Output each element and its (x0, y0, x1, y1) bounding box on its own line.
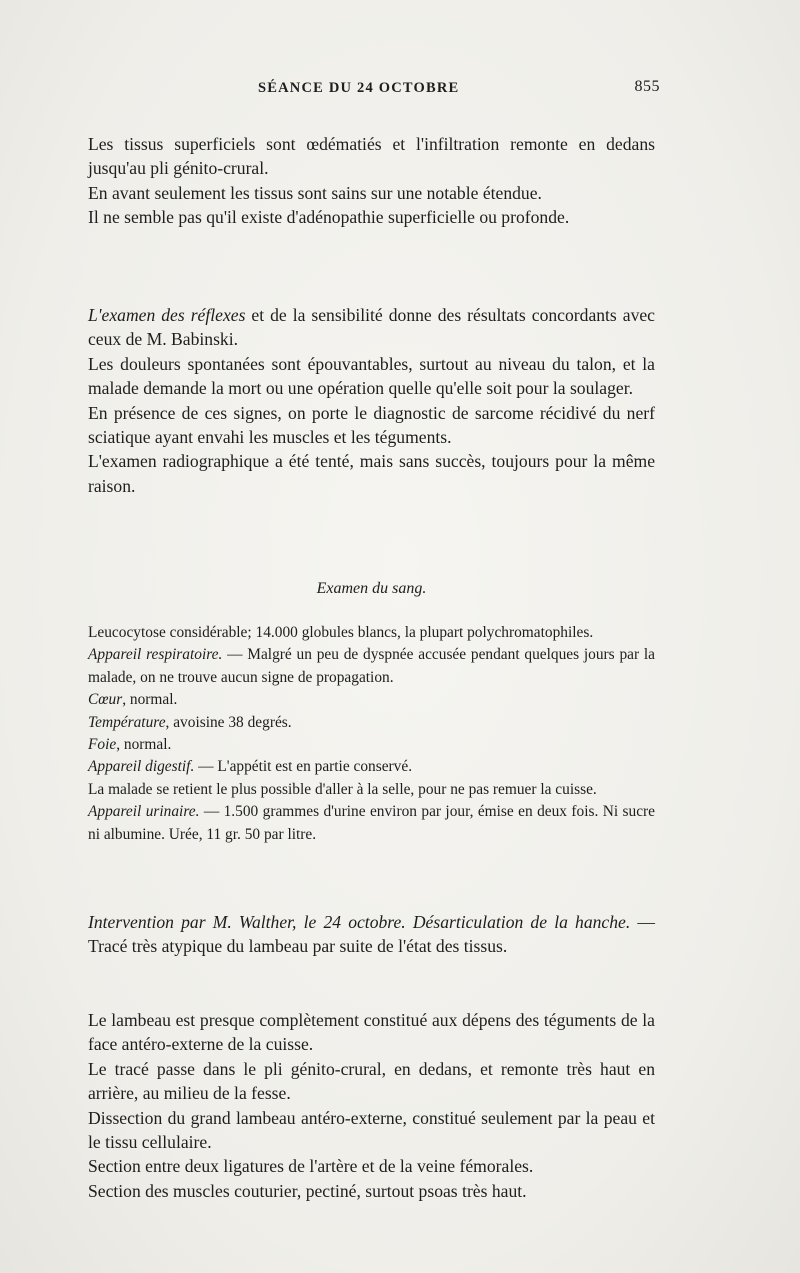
item-text: — 1.500 grammes d'urine environ par jour, émise en deux fois. Ni sucre ni albumine. Urée, 11 gr. 50 par litre. (88, 803, 655, 843)
item-label: Appareil urinaire. (88, 803, 200, 821)
item-text: — Malgré un peu de dyspnée accusée pendant quelques jours par la malade, on ne trouve aucun signe de propagation. (88, 646, 656, 686)
paragraph-text: — Tracé très atypique du lambeau par suite de l'état des tissus. (88, 912, 655, 957)
paragraph: Le tracé passe dans le pli génito-crural, en dedans, et remonte très haut en arrière, au milieu de la fesse. (88, 1058, 655, 1104)
paragraph (88, 756, 655, 778)
paragraph: Dissection du grand lambeau antéro-externe, constitué seulement par la peau et le tissu cellulaire. (88, 1107, 655, 1153)
italic-phrase: L'examen des réflexes (88, 305, 246, 325)
paragraph (88, 689, 655, 711)
paragraph (88, 801, 655, 846)
section-intervention (88, 910, 655, 959)
paragraph-text: et de la sensibilité donne des résultats concordants avec ceux de M. Babinski. (88, 305, 655, 350)
page-header (80, 76, 660, 102)
paragraph (88, 303, 655, 352)
item-text: , avoisine 38 degrés. (165, 713, 292, 731)
paragraph: Section entre deux ligatures de l'artère et de la veine fémorales. (88, 1156, 534, 1177)
item-label: Température (88, 713, 166, 731)
section-blood-exam (88, 622, 655, 846)
paragraph (88, 712, 655, 734)
paragraph: En présence de ces signes, on porte le diagnostic de sarcome récidivé du nerf sciatique ayant envahi les muscles et les téguments. (88, 402, 655, 448)
paragraph: Les tissus superficiels sont œdématiés et l'infiltration remonte en dedans jusqu'au pli génito-crural. (88, 134, 655, 179)
item-text: , normal. (122, 691, 178, 709)
paragraph (88, 644, 655, 689)
item-label: Appareil digestif. (88, 758, 195, 776)
paragraph: Les douleurs spontanées sont épouvantables, surtout au niveau du talon, et la malade demande la mort ou une opération quelle qu'elle soit pour la soulager. (88, 353, 655, 399)
paragraph: En avant seulement les tissus sont sains sur une notable étendue. (88, 182, 542, 203)
paragraph: Section des muscles couturier, pectiné, surtout psoas très haut. (88, 1180, 527, 1201)
page-number: 855 (634, 78, 660, 95)
paragraph: La malade se retient le plus possible d'aller à la selle, pour ne pas remuer la cuisse. (88, 780, 597, 798)
paragraph (88, 910, 655, 959)
section-heading: Examen du sang. (316, 580, 427, 597)
paragraph: Le lambeau est presque complètement constitué aux dépens des téguments de la face antéro-externe de la cuisse. (88, 1010, 655, 1055)
italic-phrase: Intervention par M. Walther, le 24 octobre. Désarticulation de la hanche. (88, 912, 631, 932)
running-title: SÉANCE DU 24 OCTOBRE (258, 80, 460, 96)
paragraph: Leucocytose considérable; 14.000 globules blancs, la plupart polychromatophiles. (88, 624, 594, 641)
item-label: Cœur (88, 691, 123, 709)
item-label: Appareil respiratoire. (88, 646, 223, 664)
paragraph: L'examen radiographique a été tenté, mais sans succès, toujours pour la même raison. (88, 451, 655, 496)
item-text: , normal. (116, 736, 172, 754)
section-tissues (88, 132, 655, 230)
item-text: — L'appétit est en partie conservé. (194, 758, 413, 776)
item-label: Foie (88, 736, 117, 754)
section-flap (88, 1008, 655, 1203)
paragraph: Il ne semble pas qu'il existe d'adénopathie superficielle ou profonde. (88, 207, 570, 228)
paragraph (88, 734, 655, 756)
section-reflexes (88, 303, 655, 498)
